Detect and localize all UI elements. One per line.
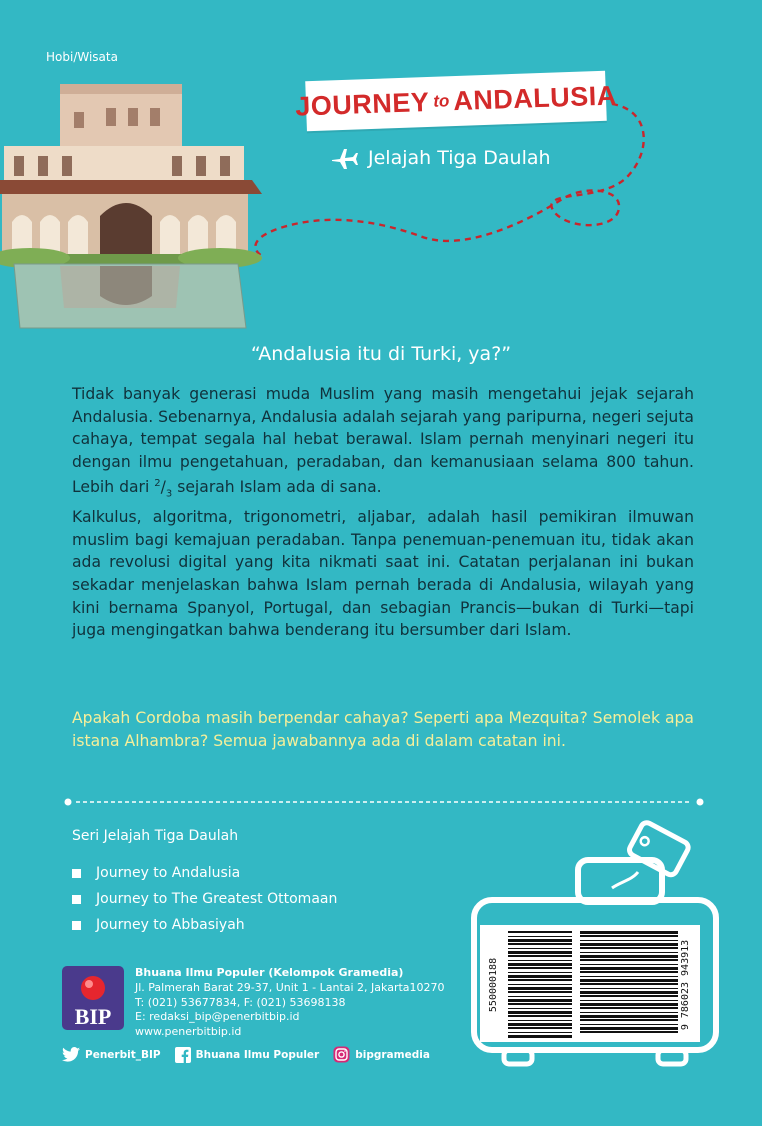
code-digits: 550000188	[488, 957, 499, 1013]
square-bullet-icon	[72, 869, 81, 878]
fraction-denominator: 3	[165, 488, 173, 500]
publisher-address: Jl. Palmerah Barat 29-37, Unit 1 - Lantai 2, Jakarta10270	[135, 980, 445, 994]
facebook-icon	[175, 1047, 191, 1063]
alhambra-illustration	[0, 76, 262, 336]
airplane-icon	[330, 146, 358, 170]
publisher-email: E: redaksi_bip@penerbitbip.id	[135, 1010, 300, 1024]
category-label: Hobi/Wisata	[46, 50, 118, 64]
instagram-icon	[333, 1046, 350, 1063]
blurb-body	[72, 383, 694, 642]
blurb-paragraph-2: Kalkulus, algoritma, trigonometri, aljabar, adalah hasil pemikiran ilmuwan muslim bagi kemajuan peradaban. Tanpa penemuan-penemuan itu, tidak akan ada revolusi digital yang kita nikmati saat ini. Catatan perjalanan ini bukan sekadar menjelaskan bahwa Islam pernah berada di Andalusia, wilayah yang kini bernama Spanyol, Portugal, dan sebagian Prancis—bukan di Turki—tapi juga mengingatkan bahwa benderang itu bersumber dari Islam.	[72, 508, 694, 640]
publisher-name: Bhuana Ilmu Populer (Kelompok Gramedia)	[135, 966, 404, 979]
square-bullet-icon	[72, 895, 81, 904]
twitter-icon	[62, 1047, 80, 1062]
subtitle: Jelajah Tiga Daulah	[368, 147, 551, 169]
square-bullet-icon	[72, 921, 81, 930]
series-list	[72, 860, 337, 938]
title-part-journey: JOURNEY	[294, 86, 430, 122]
list-item: Journey to Abbasiyah	[72, 912, 337, 938]
bip-logo	[62, 966, 124, 1030]
closing-paragraph: Apakah Cordoba masih berpendar cahaya? Seperti apa Mezquita? Semolek apa istana Alhambra? Semua jawabannya ada di dalam catatan ini.	[72, 709, 694, 750]
isbn-digits: 9 786023 943913	[680, 939, 691, 1031]
series-title: Seri Jelajah Tiga Daulah	[72, 828, 239, 844]
dotted-divider	[64, 796, 704, 808]
publisher-website: www.penerbitbip.id	[135, 1025, 242, 1039]
tagline-quote: “Andalusia itu di Turki, ya?”	[250, 343, 512, 365]
subtitle-row	[330, 146, 551, 170]
blurb-paragraph-1: Tidak banyak generasi muda Muslim yang masih mengetahui jejak sejarah Andalusia. Sebenarnya, Andalusia adalah sejarah yang paripurna, negeri sejuta cahaya, tempat segala hal hebat berawal. Islam pernah menyinari negeri itu dengan ilmu pengetahuan, peradaban, dan kemanusiaan selama 800 tahun. Lebih dari $^2/_3$ sejarah Islam ada di sana.	[72, 385, 694, 500]
social-links	[62, 1046, 444, 1063]
title-part-to: to	[432, 91, 450, 111]
instagram-link[interactable]: bipgramedia	[333, 1046, 430, 1063]
fraction-numerator: 2	[154, 478, 161, 490]
barcode	[480, 925, 700, 1042]
facebook-link[interactable]: Bhuana Ilmu Populer	[175, 1047, 320, 1063]
publisher-phone: T: (021) 53677834, F: (021) 53698138	[135, 995, 346, 1009]
title-part-andalusia: ANDALUSIA	[452, 79, 618, 116]
list-item: Journey to The Greatest Ottomaan	[72, 886, 337, 912]
list-item: Journey to Andalusia	[72, 860, 337, 886]
twitter-link[interactable]: Penerbit_BIP	[62, 1047, 161, 1062]
publisher-info	[135, 966, 445, 1040]
bip-logo-text: BIP	[74, 1004, 112, 1029]
title-card	[294, 71, 618, 131]
